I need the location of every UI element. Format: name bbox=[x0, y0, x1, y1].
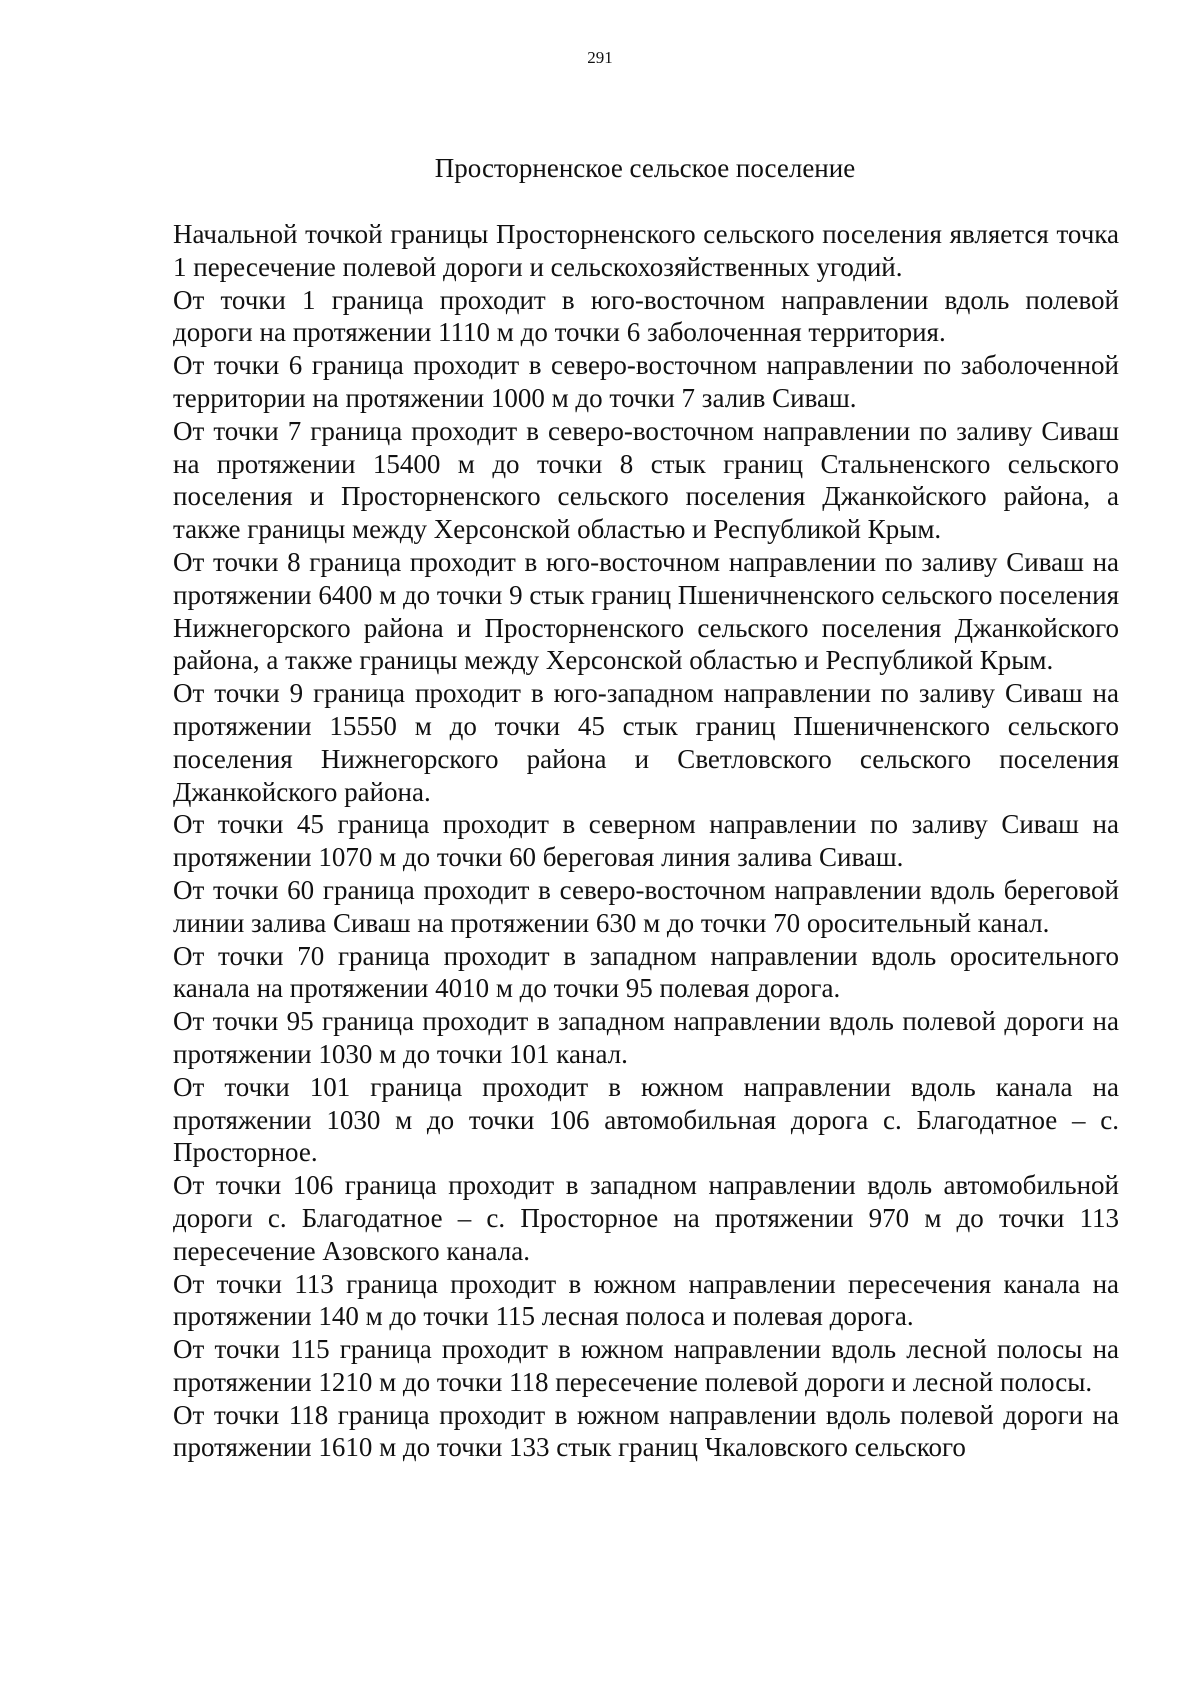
paragraph: От точки 95 граница проходит в западном направлении вдоль полевой дороги на протяжении 1030 м до точки 101 канал. bbox=[173, 1006, 1119, 1069]
paragraph: Начальной точкой границы Просторненского сельского поселения является точка 1 пересечение полевой дороги и сельскохозяйственных угодий. bbox=[173, 219, 1119, 282]
paragraph: От точки 1 граница проходит в юго-восточном направлении вдоль полевой дороги на протяжении 1110 м до точки 6 заболоченная территория. bbox=[173, 284, 1119, 348]
paragraph: От точки 45 граница проходит в северном направлении по заливу Сиваш на протяжении 1070 м до точки 60 береговая линия залива Сиваш. bbox=[173, 809, 1119, 873]
paragraph: От точки 6 граница проходит в северо-восточном направлении по заболоченной территории на протяжении 1000 м до точки 7 залив Сиваш. bbox=[173, 350, 1119, 413]
body-text bbox=[173, 218, 1119, 1464]
paragraph: От точки 70 граница проходит в западном направлении вдоль оросительного канала на протяжении 4010 м до точки 95 полевая дорога. bbox=[173, 940, 1119, 1004]
paragraph: От точки 8 граница проходит в юго-восточном направлении по заливу Сиваш на протяжении 6400 м до точки 9 стык границ Пшеничненского сельского поселения Нижнегорского района и Просторненского сельского поселения Джанкойского района, а также границы между Херсонской областью и Республикой Крым. bbox=[173, 546, 1119, 676]
paragraph: От точки 115 граница проходит в южном направлении вдоль лесной полосы на протяжении 1210 м до точки 118 пересечение полевой дороги и лесной полосы. bbox=[173, 1334, 1119, 1397]
paragraph: От точки 7 граница проходит в северо-восточном направлении по заливу Сиваш на протяжении 15400 м до точки 8 стык границ Стальненского сельского поселения и Просторненского сельского поселения Джанкойского района, а также границы между Херсонской областью и Республикой Крым. bbox=[173, 415, 1119, 545]
paragraph: От точки 9 граница проходит в юго-западном направлении по заливу Сиваш на протяжении 15550 м до точки 45 стык границ Пшеничненского сельского поселения Нижнегорского района и Светловского сельского поселения Джанкойского района. bbox=[173, 678, 1119, 807]
paragraph: От точки 101 граница проходит в южном направлении вдоль канала на протяжении 1030 м до точки 106 автомобильная дорога с. Благодатное – с. Просторное. bbox=[173, 1071, 1119, 1168]
paragraph: От точки 60 граница проходит в северо-восточном направлении вдоль береговой линии залива Сиваш на протяжении 630 м до точки 70 оросительный канал. bbox=[173, 874, 1119, 938]
section-title: Просторненское сельское поселение bbox=[434, 153, 856, 183]
paragraph: От точки 106 граница проходит в западном направлении вдоль автомобильной дороги с. Благодатное – с. Просторное на протяжении 970 м до точки 113 пересечение Азовского канала. bbox=[173, 1170, 1119, 1266]
page-number: 291 bbox=[587, 48, 613, 67]
paragraph: От точки 118 граница проходит в южном направлении вдоль полевой дороги на протяжении 1610 м до точки 133 стык границ Чкаловского сельского bbox=[173, 1399, 1119, 1463]
paragraph: От точки 113 граница проходит в южном направлении пересечения канала на протяжении 140 м до точки 115 лесная полоса и полевая дорога. bbox=[173, 1268, 1119, 1332]
